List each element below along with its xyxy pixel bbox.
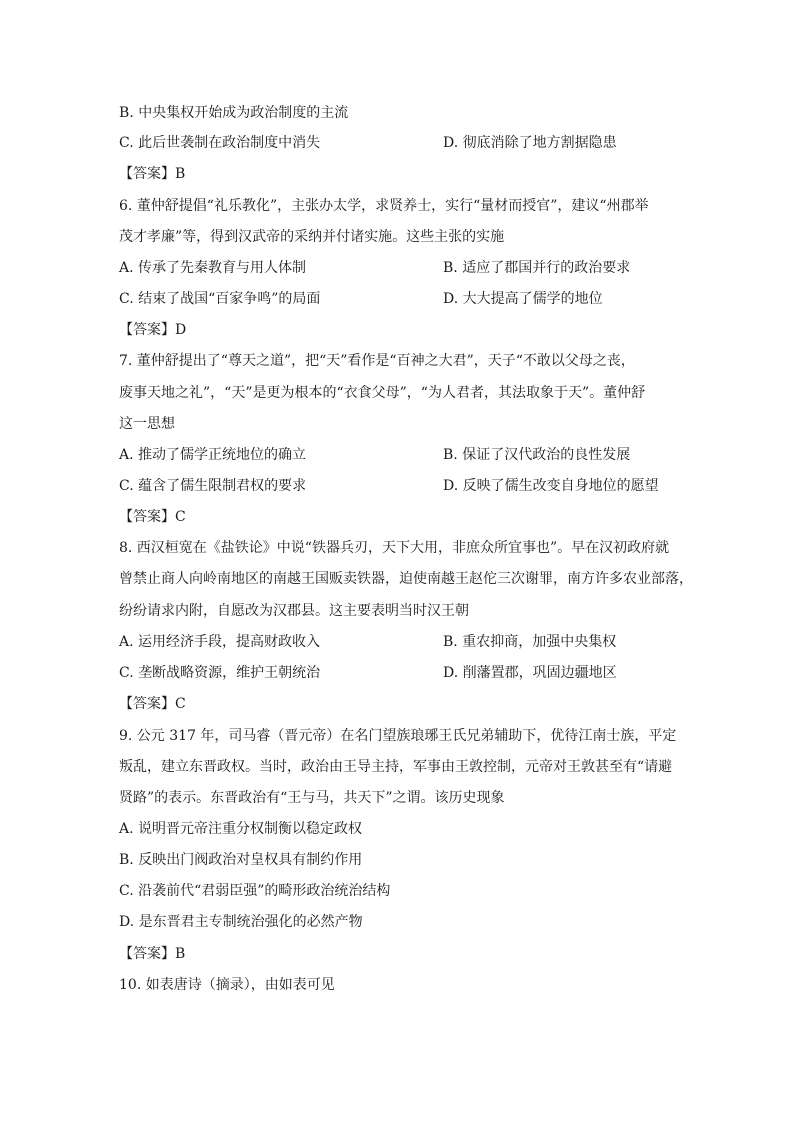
- q9-option-b: B. 反映出门阀政治对皇权具有制约作用: [119, 852, 363, 868]
- q7-stem-line-3: 这一思想: [119, 416, 175, 432]
- q9-stem-line-2: 叛乱，建立东晋政权。当时，政治由王导主持，军事由王敦控制，元帝对王敦甚至有“请避: [119, 759, 673, 775]
- q9-stem-line-1: 9. 公元 317 年，司马睿（晋元帝）在名门望族琅琊王氏兄弟辅助下，优待江南士族，平定: [119, 728, 677, 744]
- q5-answer: 【答案】B: [119, 166, 186, 182]
- q6-stem-line-1: 6. 董仲舒提倡“礼乐教化”，主张办太学，求贤养士，实行“量材而授官”，建议“州郡举: [119, 198, 649, 214]
- q8-answer: 【答案】C: [119, 696, 186, 712]
- q8-option-b: B. 重农抑商，加强中央集权: [443, 634, 617, 650]
- q7-option-a: A. 推动了儒学正统地位的确立: [119, 447, 307, 463]
- q8-option-d: D. 削藩置郡，巩固边疆地区: [443, 665, 617, 681]
- q6-option-a: A. 传承了先秦教育与用人体制: [119, 260, 307, 276]
- q5-option-d: D. 彻底消除了地方割据隐患: [443, 135, 617, 151]
- q7-stem-line-2: 废事天地之礼”，“天”是更为根本的“衣食父母”，“为人君者，其法取象于天”。董仲舒: [119, 385, 646, 401]
- q8-stem-line-1: 8. 西汉桓宽在《盐铁论》中说“铁器兵刃，天下大用，非庶众所宜事也”。早在汉初政府就: [119, 540, 670, 556]
- q9-option-d: D. 是东晋君主专制统治强化的必然产物: [119, 914, 363, 930]
- q7-option-c: C. 蕴含了儒生限制君权的要求: [119, 478, 307, 494]
- q9-answer: 【答案】B: [119, 946, 186, 962]
- q10-stem-line-1: 10. 如表唐诗（摘录），由如表可见: [119, 977, 335, 993]
- q6-option-d: D. 大大提高了儒学的地位: [443, 291, 603, 307]
- q8-option-a: A. 运用经济手段，提高财政收入: [119, 634, 321, 650]
- q6-answer: 【答案】D: [119, 322, 187, 338]
- q6-option-c: C. 结束了战国“百家争鸣”的局面: [119, 291, 321, 307]
- q5-option-b: B. 中央集权开始成为政治制度的主流: [119, 105, 349, 121]
- q6-stem-line-2: 茂才孝廉”等，得到汉武帝的采纳并付诸实施。这些主张的实施: [119, 229, 505, 245]
- q5-option-c: C. 此后世袭制在政治制度中消失: [119, 135, 321, 151]
- q8-option-c: C. 垄断战略资源，维护王朝统治: [119, 665, 321, 681]
- q6-option-b: B. 适应了郡国并行的政治要求: [443, 260, 631, 276]
- q9-stem-line-3: 贤路”的表示。东晋政治有“王与马，共天下”之谓。该历史现象: [119, 790, 505, 806]
- q7-answer: 【答案】C: [119, 509, 186, 525]
- q7-stem-line-1: 7. 董仲舒提出了“尊天之道”，把“天”看作是“百神之大君”，天子“不敢以父母之丧，: [119, 353, 635, 369]
- q7-option-d: D. 反映了儒生改变自身地位的愿望: [443, 478, 659, 494]
- q9-option-a: A. 说明晋元帝注重分权制衡以稳定政权: [119, 821, 363, 837]
- q9-option-c: C. 沿袭前代“君弱臣强”的畸形政治统治结构: [119, 883, 391, 899]
- q8-stem-line-3: 纷纷请求内附，自愿改为汉郡县。这主要表明当时汉王朝: [119, 603, 469, 619]
- q7-option-b: B. 保证了汉代政治的良性发展: [443, 447, 631, 463]
- q8-stem-line-2: 曾禁止商人向岭南地区的南越王国贩卖铁器，迫使南越王赵佗三次谢罪，南方许多农业部落，: [119, 571, 693, 587]
